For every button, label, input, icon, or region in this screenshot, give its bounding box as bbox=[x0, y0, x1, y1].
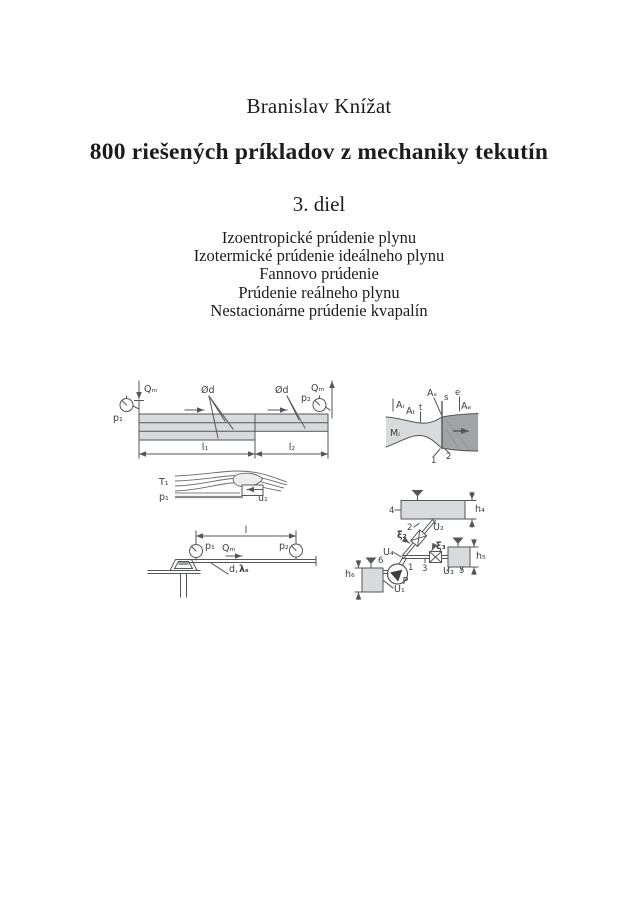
figure-pipe-friction bbox=[148, 525, 316, 597]
inlet-funnel bbox=[148, 560, 200, 598]
length-label: l bbox=[244, 525, 248, 536]
pipe-bundle-left bbox=[139, 414, 255, 440]
xi2-label: ξ₂ bbox=[397, 530, 407, 541]
figure-laval-nozzle bbox=[386, 388, 478, 466]
h4-label: h₄ bbox=[475, 504, 485, 515]
l1-dimension-label: l₁ bbox=[201, 442, 209, 453]
valve-icon bbox=[430, 552, 442, 563]
water-surface-icon bbox=[453, 538, 464, 548]
p2-label: p₂ bbox=[301, 393, 311, 404]
state1-label: 1 bbox=[431, 456, 437, 466]
figure-pump-tank-network bbox=[345, 490, 486, 600]
exit-area-label: Aₑ bbox=[461, 401, 472, 412]
exit-section-label: e bbox=[455, 388, 461, 398]
figure-velocity-profile bbox=[158, 471, 287, 504]
p1-label: p₁ bbox=[205, 541, 215, 552]
state2-label: 2 bbox=[446, 452, 452, 462]
h6-label: h₆ bbox=[345, 569, 355, 580]
throat-section-label: t bbox=[419, 403, 423, 413]
pipe-2-label: 2 bbox=[407, 523, 413, 533]
p1-label: p₁ bbox=[159, 492, 169, 503]
qm-in-label: Qₘ bbox=[144, 384, 158, 395]
U2-label: U₂ bbox=[433, 522, 444, 533]
xi3-label: ξ₃ bbox=[436, 541, 446, 552]
tank-4 bbox=[401, 501, 465, 520]
streamlines bbox=[175, 471, 287, 491]
leader-line bbox=[211, 563, 228, 574]
shock-area-label: Aₛ bbox=[427, 388, 438, 399]
tank-6-label: 6 bbox=[378, 556, 384, 566]
p1-label: p₁ bbox=[113, 413, 123, 424]
inlet-area-label: Aᵢ bbox=[396, 400, 405, 411]
pipe-3-label: 3 bbox=[422, 564, 428, 574]
topic-unsteady: Nestacionárne prúdenie kvapalín bbox=[210, 300, 428, 320]
pressure-gauge-icon bbox=[290, 542, 303, 560]
h6-dimension bbox=[355, 561, 362, 600]
p2-label: p₂ bbox=[279, 541, 289, 552]
author-name: Branislav Knížat bbox=[246, 94, 392, 118]
figure-parallel-pipe-network bbox=[113, 381, 332, 458]
lambda-label: λₛ bbox=[239, 564, 249, 575]
topic-real-gas: Prúdenie reálneho plynu bbox=[238, 282, 400, 302]
qm-label: Qₘ bbox=[222, 543, 236, 554]
pipe-bundle-right bbox=[255, 414, 328, 431]
tank-6 bbox=[362, 568, 383, 592]
inlet-mach-label: Mᵢ bbox=[390, 428, 400, 439]
volume-label: 3. diel bbox=[292, 192, 346, 216]
book-title: 800 riešených príkladov z mechaniky tekutín bbox=[89, 139, 549, 165]
topic-isentropic: Izoentropické prúdenie plynu bbox=[221, 228, 417, 247]
pipe-line bbox=[189, 557, 316, 566]
nozzle-downstream-region bbox=[442, 414, 478, 452]
T1-label: T₁ bbox=[159, 477, 169, 488]
U3-label: U₃ bbox=[443, 566, 454, 577]
U4-label: U₄ bbox=[383, 547, 394, 558]
pressure-gauge-icon bbox=[190, 542, 203, 560]
topic-isothermal: Izotermické prúdenie ideálneho plynu bbox=[193, 246, 445, 266]
h5-label: h₅ bbox=[476, 551, 486, 562]
throat-area-label: Aₜ bbox=[406, 406, 416, 417]
pressure-gauge-icon bbox=[120, 396, 139, 412]
diameter-left-label: Ød bbox=[201, 385, 215, 396]
tank-4-label: 4 bbox=[389, 506, 395, 516]
valve-icon bbox=[411, 530, 427, 547]
pipe-1-label: 1 bbox=[408, 563, 414, 573]
u1-label: u₁ bbox=[258, 493, 268, 504]
tank-5 bbox=[448, 547, 470, 567]
l2-dimension-label: l₂ bbox=[288, 442, 296, 453]
diameter-right-label: Ød bbox=[275, 385, 289, 396]
water-surface-icon bbox=[412, 490, 424, 501]
qm-out-label: Qₘ bbox=[311, 383, 325, 394]
U1-label: U₁ bbox=[394, 584, 405, 595]
topic-fanno: Fannovo prúdenie bbox=[259, 264, 379, 284]
diameter-label: d, bbox=[229, 564, 239, 575]
pump-label: P bbox=[402, 576, 409, 587]
tank-5-label: 5 bbox=[459, 566, 465, 576]
water-surface-icon bbox=[366, 558, 377, 569]
shock-section-label: s bbox=[444, 393, 449, 403]
pressure-gauge-icon bbox=[313, 396, 330, 412]
